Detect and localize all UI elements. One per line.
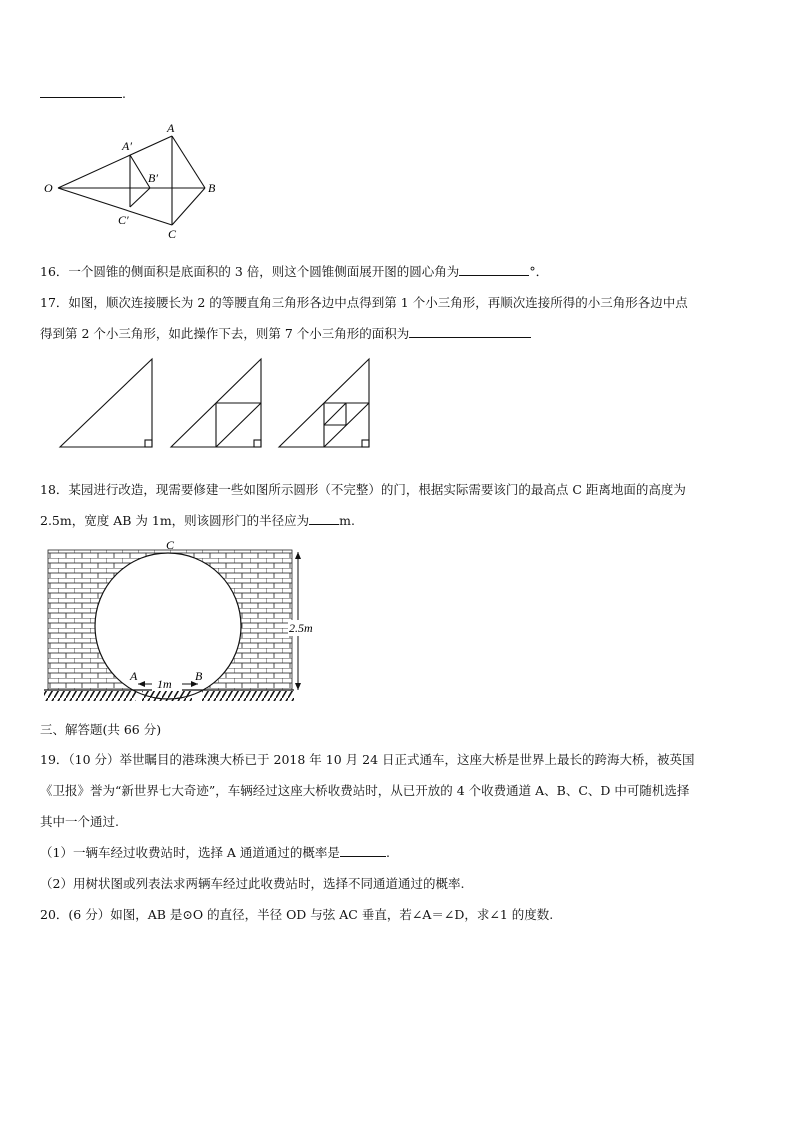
label-A: A — [167, 121, 175, 135]
label-C-prime: C′ — [118, 213, 129, 227]
question-18-line1 — [40, 480, 686, 498]
q18-figure — [42, 538, 332, 710]
q15-figure — [40, 118, 230, 243]
question-18-line2 — [40, 511, 355, 529]
answer-blank — [40, 87, 122, 98]
label-C: C — [168, 227, 177, 241]
question-17-line2 — [40, 324, 531, 342]
q19-part2: （2）用树状图或列表法求两辆车经过此收费站时，选择不同通道通过的概率. — [40, 876, 465, 891]
question-17-line1 — [40, 293, 688, 311]
label-B: B — [195, 669, 203, 683]
section-3-title — [40, 720, 161, 738]
q19-line3: 其中一个通过. — [40, 814, 119, 829]
q17-figure — [55, 355, 385, 455]
label-height: 2.5m — [289, 621, 313, 635]
answer-blank — [409, 327, 531, 338]
answer-blank — [459, 265, 529, 276]
q17-line2: 得到第 2 个小三角形，如此操作下去，则第 7 个小三角形的面积为 — [40, 326, 410, 341]
q19-part1a: （1）一辆车经过收费站时，选择 A 通道通过的概率是 — [40, 845, 340, 860]
label-B: B — [208, 181, 216, 195]
section-title: 三、解答题(共 66 分) — [40, 722, 162, 737]
label-O: O — [44, 181, 53, 195]
q18-line1: 18．某园进行改造，现需要修建一些如图所示圆形（不完整）的门，根据实际需要该门的最高点 C 距离地面的高度为 — [40, 482, 686, 497]
q16-text: 16．一个圆锥的侧面积是底面积的 3 倍，则这个圆锥侧面展开图的圆心角为 — [40, 264, 460, 279]
question-19-line2 — [40, 781, 689, 799]
question-19-line3 — [40, 812, 119, 830]
label-B-prime: B′ — [148, 171, 158, 185]
label-A-prime: A′ — [122, 139, 132, 153]
q18-line2a: 2.5m，宽度 AB 为 1m，则该圆形门的半径应为 — [40, 513, 310, 528]
q18-line2b: m. — [339, 513, 355, 528]
question-19-line1 — [40, 750, 695, 768]
period: . — [122, 86, 126, 101]
q20-text: 20．(6 分）如图，AB 是⊙O 的直径，半径 OD 与弦 AC 垂直，若∠A＝∠D，求∠1 的度数. — [40, 907, 554, 922]
question-19-part2 — [40, 874, 464, 892]
answer-blank — [340, 846, 386, 857]
q15-answer-line — [40, 86, 126, 101]
label-width: 1m — [157, 677, 172, 691]
question-19-part1 — [40, 843, 390, 861]
label-A: A — [130, 669, 138, 683]
question-16 — [40, 262, 548, 280]
label-C: C — [166, 538, 175, 552]
q17-line1: 17．如图，顺次连接腰长为 2 的等腰直角三角形各边中点得到第 1 个小三角形，再顺次连接所得的小三角形各边中点 — [40, 295, 688, 310]
answer-blank — [309, 514, 339, 525]
q19-part1b: . — [385, 845, 390, 860]
q19-line1: 19．（10 分）举世瞩目的港珠澳大桥已于 2018 年 10 月 24 日正式通车，这座大桥是世界上最长的跨海大桥，被英国 — [40, 752, 695, 767]
q16-tail: °． — [529, 264, 549, 279]
question-20 — [40, 905, 553, 923]
q19-line2: 《卫报》誉为“新世界七大奇迹”，车辆经过这座大桥收费站时，从已开放的 4 个收费通道 A、B、C、D 中可随机选择 — [40, 783, 690, 798]
